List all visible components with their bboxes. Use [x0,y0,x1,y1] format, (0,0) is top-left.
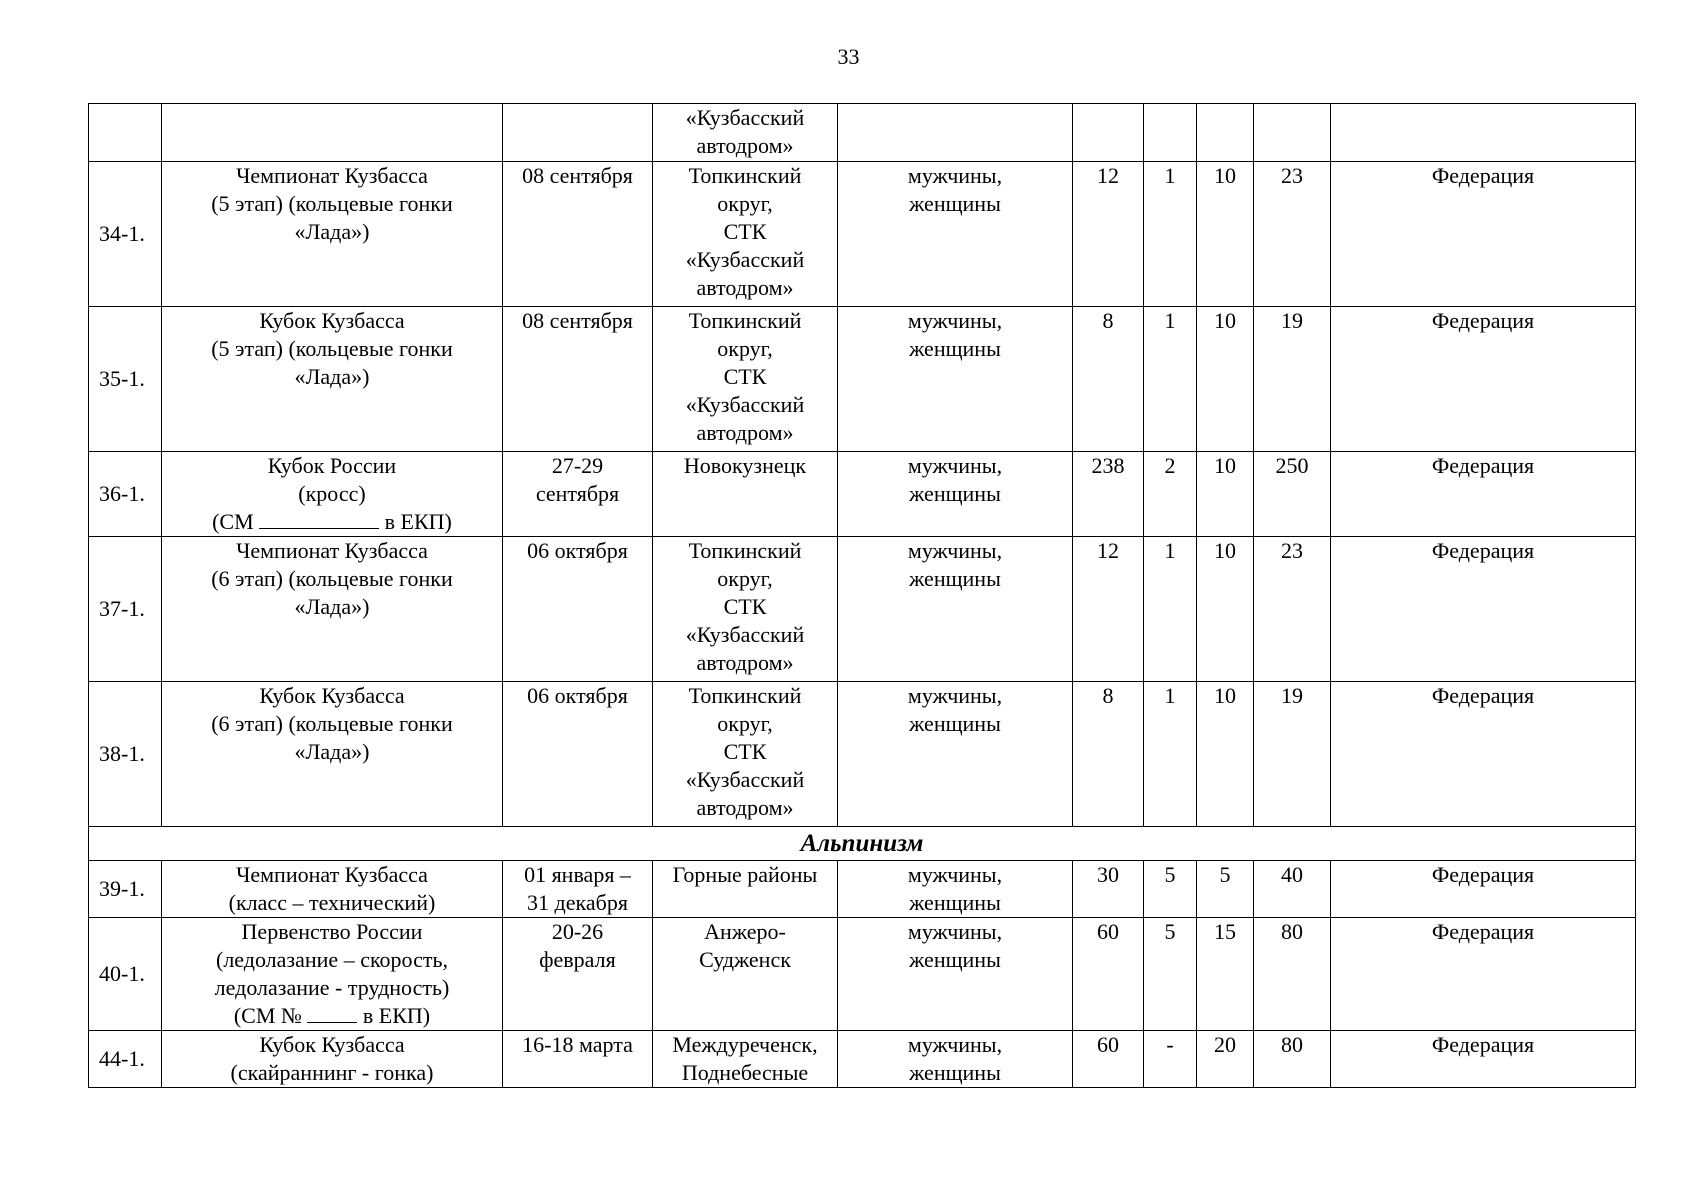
event-date: 06 октября [503,537,653,682]
row-number: 36-1. [89,452,162,537]
events-table [88,103,1636,1088]
event-venue: Топкинский округ, СТК «Кузбасский автодром» [653,307,838,452]
event-name: Чемпионат Кузбасса (5 этап) (кольцевые гонки «Лада») [162,162,503,307]
event-venue: Топкинский округ, СТК «Кузбасский автодром» [653,162,838,307]
count-3: 10 [1197,307,1254,452]
organizer: Федерация [1331,537,1636,682]
table-row [89,537,1636,682]
event-venue: Анжеро- Судженск [653,918,838,1031]
count-2 [1144,104,1197,162]
ekp-prefix: (СМ № [233,1003,302,1028]
participants: мужчины, женщины [838,1031,1073,1088]
count-1: 12 [1073,537,1144,682]
row-number: 39-1. [89,861,162,918]
event-name-line [166,508,498,536]
participants: мужчины, женщины [838,452,1073,537]
table-row [89,104,1636,162]
participants [838,104,1073,162]
event-name: Кубок Кузбасса (6 этап) (кольцевые гонки «Лада») [162,682,503,827]
row-number: 44-1. [89,1031,162,1088]
page-number: 33 [837,44,860,69]
organizer [1331,104,1636,162]
count-4: 19 [1254,307,1331,452]
ekp-suffix: в ЕКП) [362,1003,431,1028]
event-venue: Топкинский округ, СТК «Кузбасский автодром» [653,682,838,827]
count-4 [1254,104,1331,162]
participants: мужчины, женщины [838,861,1073,918]
table-row [89,307,1636,452]
count-1: 30 [1073,861,1144,918]
count-1: 60 [1073,918,1144,1031]
event-name: Чемпионат Кузбасса (класс – технический) [162,861,503,918]
organizer: Федерация [1331,682,1636,827]
event-name-line: (кросс) [298,481,366,506]
table-row [89,1031,1636,1088]
count-2: 5 [1144,861,1197,918]
count-4: 80 [1254,1031,1331,1088]
event-name-line: Кубок России [267,453,397,478]
count-3: 10 [1197,162,1254,307]
count-4: 250 [1254,452,1331,537]
count-2: 5 [1144,918,1197,1031]
row-number [89,104,162,162]
count-3: 10 [1197,537,1254,682]
event-name: Кубок Кузбасса (5 этап) (кольцевые гонки «Лада») [162,307,503,452]
event-name [162,104,503,162]
count-1: 8 [1073,307,1144,452]
count-3 [1197,104,1254,162]
row-number: 40-1. [89,918,162,1031]
row-number: 34-1. [89,162,162,307]
event-name: Чемпионат Кузбасса (6 этап) (кольцевые гонки «Лада») [162,537,503,682]
row-number: 35-1. [89,307,162,452]
count-4: 23 [1254,537,1331,682]
count-3: 15 [1197,918,1254,1031]
count-2: 1 [1144,537,1197,682]
table-row [89,861,1636,918]
organizer: Федерация [1331,162,1636,307]
section-title: Альпинизм [89,827,1636,861]
organizer: Федерация [1331,452,1636,537]
participants: мужчины, женщины [838,162,1073,307]
count-3: 20 [1197,1031,1254,1088]
row-number: 38-1. [89,682,162,827]
blank-field [307,1002,357,1023]
count-2: - [1144,1031,1197,1088]
count-1: 238 [1073,452,1144,537]
event-name [162,452,503,537]
table-row [89,918,1636,1031]
event-name-line [166,1002,498,1030]
participants: мужчины, женщины [838,307,1073,452]
organizer: Федерация [1331,918,1636,1031]
event-venue: Новокузнецк [653,452,838,537]
count-1: 60 [1073,1031,1144,1088]
count-4: 23 [1254,162,1331,307]
organizer: Федерация [1331,1031,1636,1088]
event-date: 01 января – 31 декабря [503,861,653,918]
event-date: 16-18 марта [503,1031,653,1088]
event-venue: Междуреченск, Поднебесные [653,1031,838,1088]
event-venue: «Кузбасский автодром» [653,104,838,162]
event-date: 20-26 февраля [503,918,653,1031]
row-number: 37-1. [89,537,162,682]
table-row [89,162,1636,307]
event-venue: Горные районы [653,861,838,918]
event-date: 06 октября [503,682,653,827]
count-4: 19 [1254,682,1331,827]
ekp-prefix: (СМ [212,509,254,534]
event-date: 08 сентября [503,162,653,307]
participants: мужчины, женщины [838,537,1073,682]
table-row [89,452,1636,537]
event-name: Кубок Кузбасса (скайраннинг - гонка) [162,1031,503,1088]
participants: мужчины, женщины [838,918,1073,1031]
count-1 [1073,104,1144,162]
count-1: 8 [1073,682,1144,827]
ekp-suffix: в ЕКП) [384,509,452,534]
count-2: 1 [1144,682,1197,827]
count-2: 1 [1144,162,1197,307]
event-date [503,104,653,162]
event-name-line: Первенство России (ледолазание – скорость, ледолазание - трудность) [214,919,450,1000]
count-2: 1 [1144,307,1197,452]
count-3: 10 [1197,452,1254,537]
event-name [162,918,503,1031]
organizer: Федерация [1331,861,1636,918]
count-3: 5 [1197,861,1254,918]
event-date: 27-29 сентября [503,452,653,537]
table-row [89,682,1636,827]
event-venue: Топкинский округ, СТК «Кузбасский автодром» [653,537,838,682]
count-4: 40 [1254,861,1331,918]
count-4: 80 [1254,918,1331,1031]
section-header-row [89,827,1636,861]
count-1: 12 [1073,162,1144,307]
count-3: 10 [1197,682,1254,827]
participants: мужчины, женщины [838,682,1073,827]
event-date: 08 сентября [503,307,653,452]
organizer: Федерация [1331,307,1636,452]
count-2: 2 [1144,452,1197,537]
blank-field [259,508,379,529]
